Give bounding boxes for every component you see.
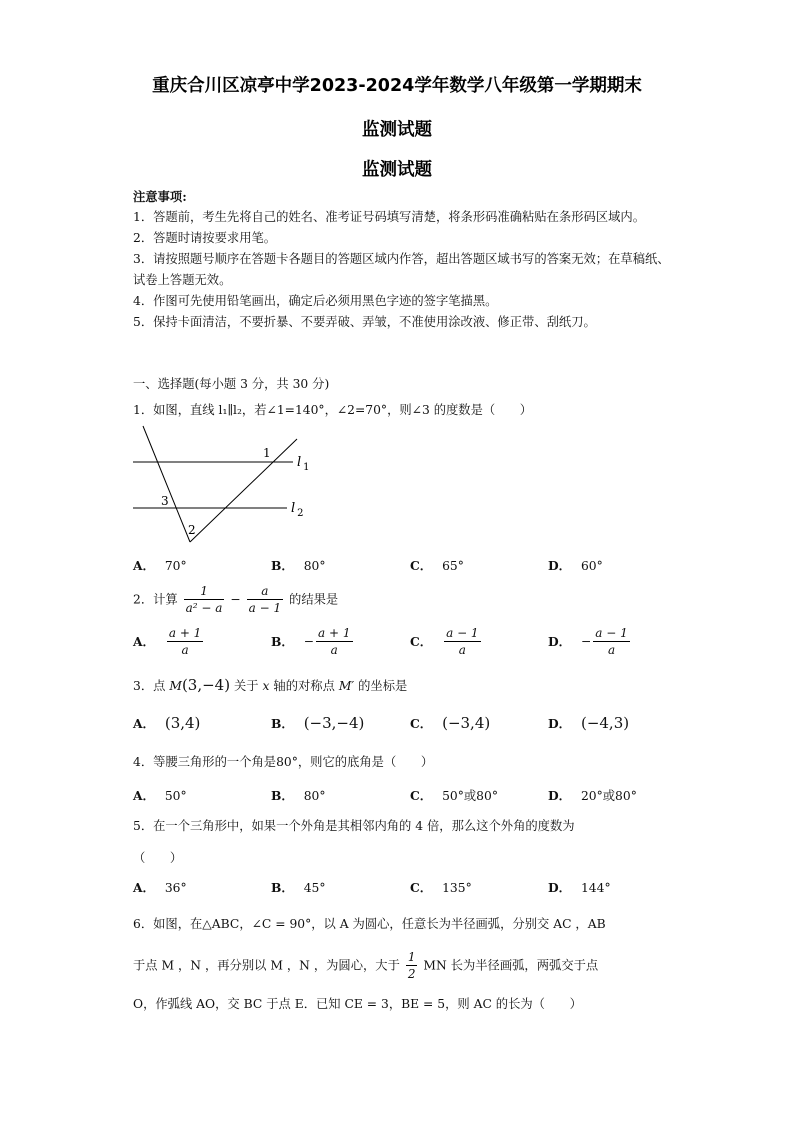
q1-option-b[interactable]: B． 80° bbox=[271, 558, 326, 573]
q2-fraction-1: $\frac{1}{\text{a² − a}}$ bbox=[185, 584, 223, 615]
exam-title-line2: 监测试题 bbox=[362, 120, 432, 140]
angle-2-label: 2 bbox=[188, 523, 196, 537]
transversal-left bbox=[143, 426, 190, 542]
q6-half-fraction: $\frac{1}{2}$ bbox=[407, 950, 416, 981]
label-l1: l $_1$ bbox=[297, 455, 310, 473]
question-6-line-1: 6．如图，在△ABC，∠C = 90°，以 A 为圆心，任意长为半径画弧，分别交 AC ，AB bbox=[133, 917, 606, 931]
note-item-3: 3．请按照题号顺序在答题卡各题目的答题区域内作答，超出答题区域书写的答案无效；在草稿纸、试卷上答题无效。 bbox=[133, 252, 670, 287]
q4-option-a[interactable]: A． 50° bbox=[133, 788, 187, 803]
q5-option-a[interactable]: A． 36° bbox=[133, 880, 187, 895]
question-2-stem: 2．计算 $\frac{1}{\text{a² − a}}$ − $\frac{a}{a - 1}$ 的结果是 bbox=[133, 584, 339, 615]
q3-option-b[interactable]: B． (−3,−4) bbox=[271, 714, 365, 732]
notes-heading: 注意事项: bbox=[133, 189, 187, 204]
note-item-2: 2．答题时请按要求用笔。 bbox=[133, 231, 277, 245]
q2-fraction-2: $\frac{a}{a - 1}$ bbox=[248, 584, 282, 615]
exam-title-line1: 重庆合川区凉亭中学2023-2024学年数学八年级第一学期期末 bbox=[152, 76, 642, 96]
notes-section bbox=[133, 186, 673, 333]
section-title: 一、选择题(每小题 3 分，共 30 分) bbox=[133, 377, 330, 391]
question-5-stem: 5．在一个三角形中，如果一个外角是其相邻内角的 4 倍，那么这个外角的度数为 bbox=[133, 819, 575, 833]
q4-option-c[interactable]: C． 50°或80° bbox=[410, 788, 498, 803]
question-1-figure bbox=[125, 420, 325, 550]
q2-option-c[interactable]: C． $\frac{a - 1}{a}$ bbox=[410, 626, 479, 657]
angle-3-label: 3 bbox=[161, 494, 169, 508]
question-3-stem: 3．点 M(3,−4) 关于 x 轴的对称点 M′ 的坐标是 bbox=[133, 676, 408, 694]
q5-option-b[interactable]: B． 45° bbox=[271, 880, 326, 895]
q3-option-c[interactable]: C． (−3,4) bbox=[410, 714, 491, 732]
question-4-stem: 4．等腰三角形的一个角是80°，则它的底角是（ ） bbox=[133, 755, 434, 769]
question-1-stem: 1．如图，直线 l₁∥l₂，若∠1=140°，∠2=70°，则∠3 的度数是（ ） bbox=[133, 403, 533, 417]
question-6-line-2: 于点 M ，N ，再分别以 M ，N ，为圆心，大于 $\frac{1}{2}$ MN 长为半径画弧，两弧交于点 bbox=[133, 950, 599, 981]
q3-option-d[interactable]: D． (−4,3) bbox=[548, 714, 630, 732]
transversal-right bbox=[190, 439, 297, 542]
question-5-paren: （ ） bbox=[133, 851, 183, 865]
q2-option-a[interactable]: A． $\frac{a + 1}{a}$ bbox=[133, 626, 202, 657]
note-item-1: 1．答题前，考生先将自己的姓名、准考证号码填写清楚，将条形码准确粘贴在条形码区域内。 bbox=[133, 210, 645, 224]
question-6-line-3: O，作弧线 AO，交 BC 于点 E．已知 CE = 3，BE = 5，则 AC 的长为（ ） bbox=[133, 997, 582, 1011]
note-item-5: 5．保持卡面清洁，不要折暴、不要弄破、弄皱，不准使用涂改液、修正带、刮纸刀。 bbox=[133, 315, 596, 329]
q5-option-c[interactable]: C． 135° bbox=[410, 880, 472, 895]
q2-option-d[interactable]: D． − $\frac{a - 1}{a}$ bbox=[548, 626, 628, 657]
q1-option-a[interactable]: A． 70° bbox=[133, 558, 187, 573]
angle-1-label: 1 bbox=[263, 446, 271, 460]
q3-option-a[interactable]: A． (3,4) bbox=[133, 714, 201, 732]
q4-option-b[interactable]: B． 80° bbox=[271, 788, 326, 803]
q1-option-c[interactable]: C． 65° bbox=[410, 558, 464, 573]
q1-option-d[interactable]: D． 60° bbox=[548, 558, 603, 573]
q4-option-d[interactable]: D． 20°或80° bbox=[548, 788, 637, 803]
note-item-4: 4．作图可先使用铅笔画出，确定后必须用黑色字迹的签字笔描黑。 bbox=[133, 294, 498, 308]
exam-title-line3: 监测试题 bbox=[362, 160, 432, 180]
q2-option-b[interactable]: B． − $\frac{a + 1}{a}$ bbox=[271, 626, 351, 657]
label-l2: l $_2$ bbox=[291, 501, 304, 519]
q5-option-d[interactable]: D． 144° bbox=[548, 880, 611, 895]
